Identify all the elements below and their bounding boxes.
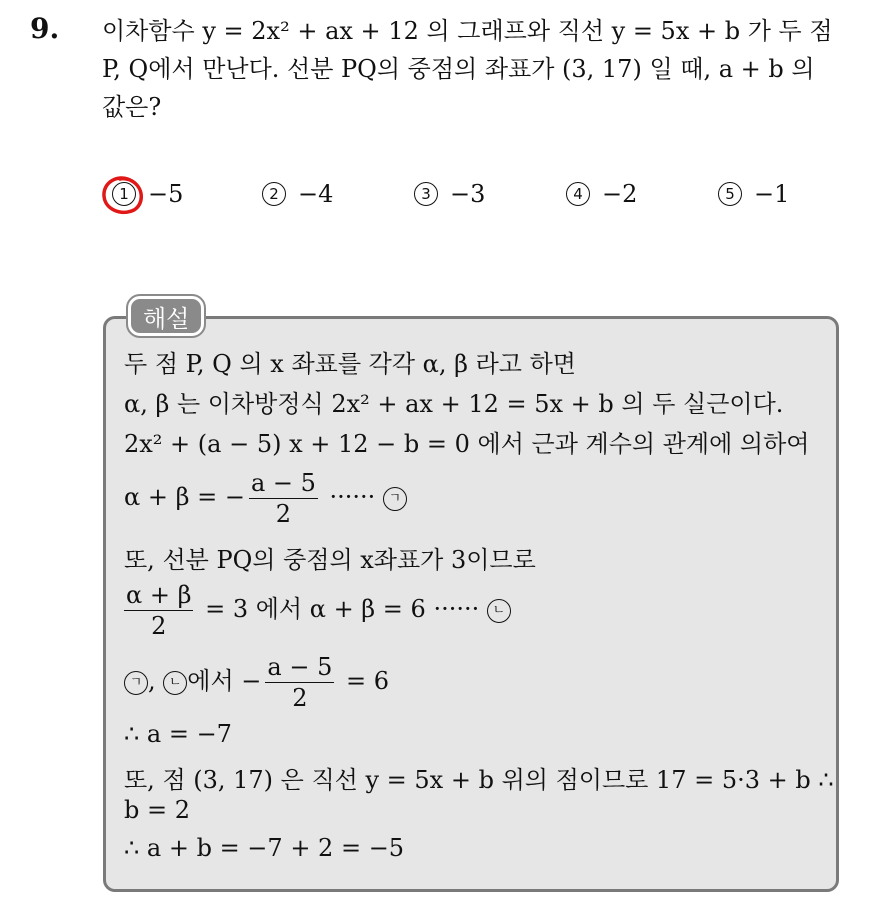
fraction	[265, 652, 334, 713]
dots: ······	[433, 595, 480, 623]
solution-line-5: 또, 선분 PQ의 중점의 x좌표가 3이므로	[124, 546, 536, 574]
question-line-1: 이차함수 y = 2x² + ax + 12 의 그래프와 직선 y = 5x + b 가 두 점	[102, 17, 833, 45]
fraction-numerator: a − 5	[250, 469, 316, 497]
fraction-numerator: a − 5	[267, 653, 333, 681]
choice-value: −4	[298, 180, 334, 208]
choice-marker: 2	[262, 182, 286, 206]
choice-4[interactable]	[566, 180, 637, 208]
sum-left: α + β = −	[124, 483, 245, 511]
solution-tag: 해설	[128, 296, 204, 336]
circled-giyeok: ㄱ	[383, 487, 407, 511]
question-line-2: P, Q에서 만난다. 선분 PQ의 중점의 좌표가 (3, 17) 일 때, a + b 의	[102, 55, 815, 83]
choice-2[interactable]	[262, 180, 333, 208]
choice-marker: 5	[718, 182, 742, 206]
midpoint-equation: = 3 에서 α + β = 6	[205, 595, 426, 623]
solution-line-8: ∴ a = −7	[124, 720, 232, 748]
choice-value: −3	[450, 180, 486, 208]
choice-value: −1	[754, 180, 790, 208]
question-line-3: 값은?	[102, 93, 162, 121]
choice-5[interactable]	[718, 180, 789, 208]
dots: ······	[329, 483, 376, 511]
question-text	[102, 12, 872, 126]
comma: ,	[148, 667, 156, 695]
solution-line-2: α, β 는 이차방정식 2x² + ax + 12 = 5x + b 의 두 실근이다.	[124, 390, 784, 418]
choice-value: −5	[148, 180, 184, 208]
solution-line-7	[124, 652, 389, 713]
selected-answer-circle-icon	[100, 174, 146, 218]
solution-line-6	[124, 580, 511, 641]
fraction-denominator: 2	[275, 500, 292, 528]
fraction-denominator: 2	[292, 684, 308, 712]
choice-3[interactable]	[414, 180, 485, 208]
question-number: 9.	[30, 12, 60, 45]
choice-marker: 4	[566, 182, 590, 206]
choice-marker: 1	[112, 182, 136, 206]
solution-line-3: 2x² + (a − 5) x + 12 − b = 0 에서 근과 계수의 관계에 의하여	[124, 430, 810, 458]
circled-giyeok: ㄱ	[124, 671, 148, 695]
from-text: 에서 −	[187, 667, 262, 695]
fraction	[249, 468, 318, 529]
circled-nieun: ㄴ	[163, 671, 187, 695]
equals-six: = 6	[345, 667, 389, 695]
circled-nieun: ㄴ	[487, 599, 511, 623]
fraction-denominator: 2	[151, 612, 167, 640]
choice-marker: 3	[414, 182, 438, 206]
solution-line-1: 두 점 P, Q 의 x 좌표를 각각 α, β 라고 하면	[124, 350, 576, 378]
solution-line-10: b = 2	[124, 796, 190, 824]
fraction	[124, 580, 193, 641]
fraction-numerator: α + β	[126, 581, 192, 609]
solution-line-4	[124, 468, 407, 529]
choice-value: −2	[602, 180, 638, 208]
solution-line-11: ∴ a + b = −7 + 2 = −5	[124, 834, 405, 862]
solution-line-9: 또, 점 (3, 17) 은 직선 y = 5x + b 위의 점이므로 17 = 5·3 + b ∴	[124, 766, 834, 794]
